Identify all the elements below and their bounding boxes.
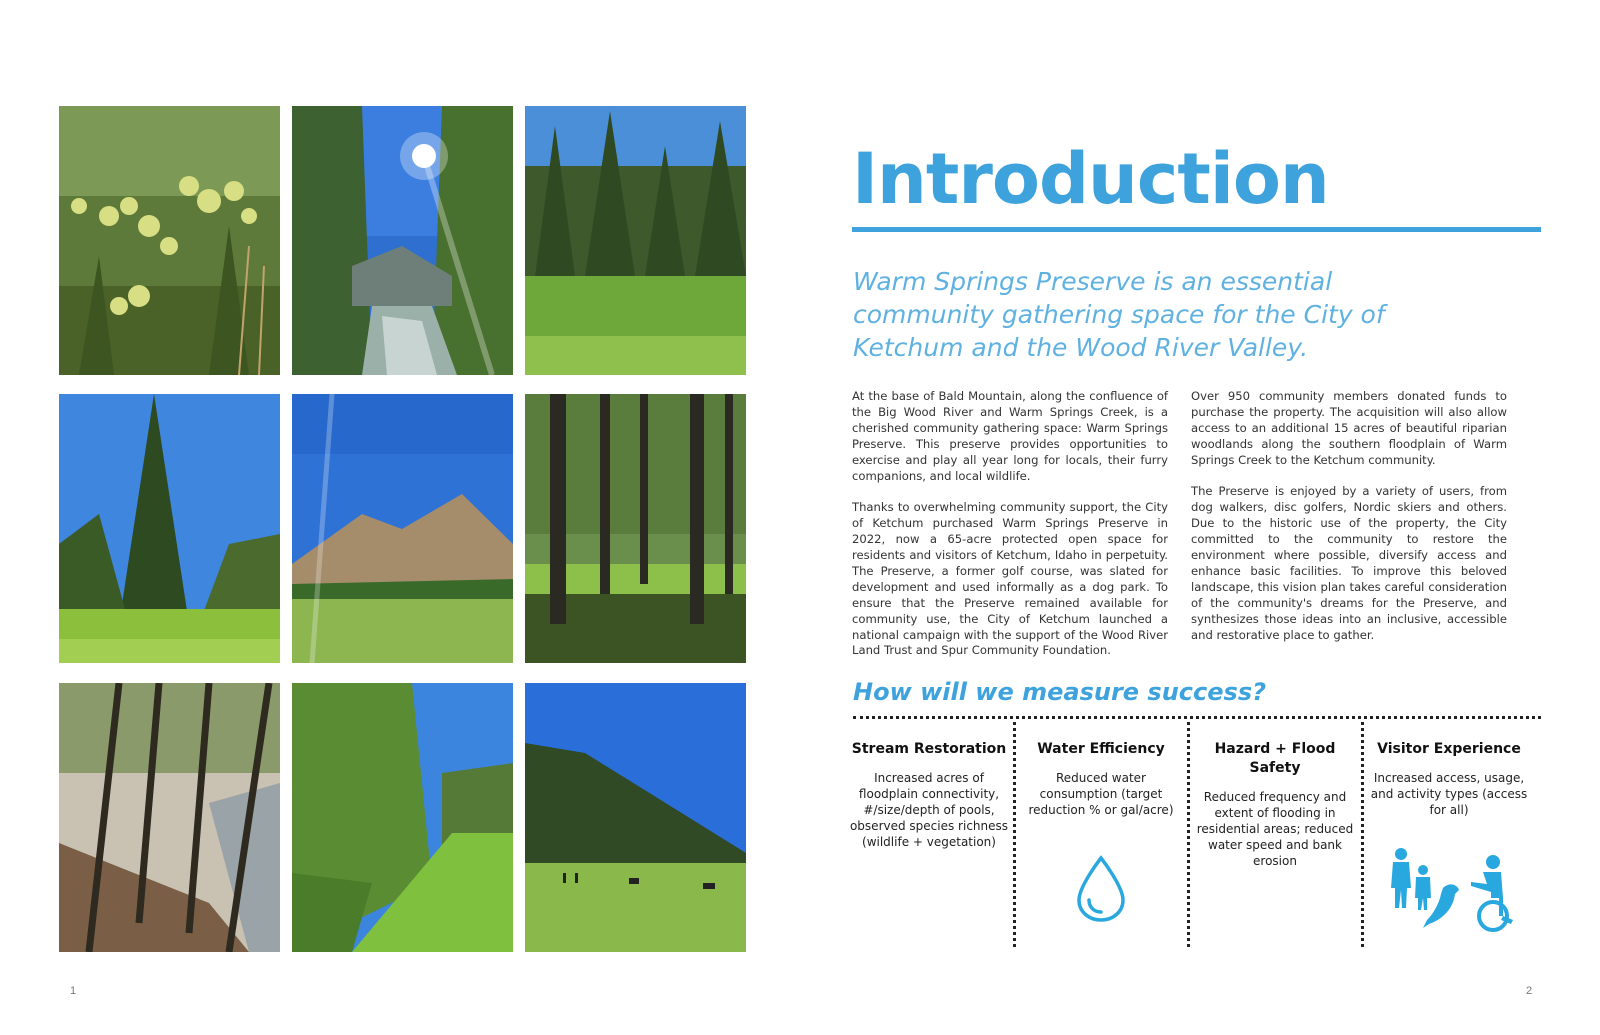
wildflowers-photo bbox=[59, 106, 280, 375]
photo-grid bbox=[59, 106, 746, 952]
metric-water-efficiency bbox=[1016, 740, 1186, 818]
metric-description: Reduced frequency and extent of flooding in residential areas; reduced water speed and bank erosion bbox=[1196, 790, 1354, 868]
metric-stream-restoration bbox=[844, 740, 1014, 850]
metric-title: Hazard + Flood Safety bbox=[1214, 741, 1336, 776]
body-paragraph: Over 950 community members donated funds to purchase the property. The acquisition will also allow access to an additional 15 acres of beautiful riparian woodlands along the southern floodplain of Warm Springs Creek to the Ketchum community. bbox=[1191, 389, 1507, 467]
creek-bank-trees-photo bbox=[59, 683, 280, 952]
metric-title: Stream Restoration bbox=[851, 741, 1007, 757]
water-drop-icon bbox=[1073, 854, 1129, 924]
page-number-left: 1 bbox=[70, 985, 77, 997]
mountain-meadow-photo bbox=[292, 394, 513, 663]
metric-visitor-experience bbox=[1364, 740, 1534, 818]
body-paragraph: Thanks to overwhelming community support, the City of Ketchum purchased Warm Springs Preserve in 2022, now a 65-acre protected open space for residents and visitors of Ketchum, Idaho in perpetuity. The Preserve, a former golf course, was slated for development and used informally as a dog park. To ensure that the Preserve remained available for community use, the City of Ketchum launched a national campaign with the support of the Wood River Land Trust and Spur Community Foundation. bbox=[852, 500, 1168, 658]
body-column-right bbox=[1191, 389, 1507, 659]
measure-heading: How will we measure success? bbox=[853, 678, 1267, 706]
metric-hazard-flood-safety bbox=[1190, 740, 1360, 869]
people-dog-wheelchair-icon bbox=[1387, 848, 1519, 932]
metric-description: Increased acres of floodplain connectivity, #/size/depth of pools, observed species richness (wildlife + vegetation) bbox=[849, 771, 1009, 849]
forest-trunks-photo bbox=[525, 394, 746, 663]
page-number-right: 2 bbox=[1526, 985, 1533, 997]
metric-title: Visitor Experience bbox=[1377, 741, 1521, 757]
hillside-dogs-photo bbox=[525, 683, 746, 952]
metric-title: Water Efficiency bbox=[1037, 741, 1165, 757]
body-paragraph: The Preserve is enjoyed by a variety of users, from dog walkers, disc golfers, Nordic skiers and others. Due to the historic use of the property, the City committed to the community to restore the environment where possible, diversify access and enhance basic facilities. To improve this beloved landscape, this vision plan takes careful consideration of the community's dreams for the Preserve, and synthesizes those ideas into an inclusive, accessible and restorative place to gather. bbox=[1191, 484, 1507, 642]
lead-statement: Warm Springs Preserve is an essential community gathering space for the City of Ketchum and the Wood River Valley. bbox=[853, 267, 1385, 362]
body-column-left bbox=[852, 389, 1168, 675]
sun-creek-photo bbox=[292, 106, 513, 375]
page-title: Introduction bbox=[852, 138, 1329, 220]
conifer-meadow-photo bbox=[525, 106, 746, 375]
aspen-lawn-photo bbox=[292, 683, 513, 952]
dotted-divider bbox=[853, 716, 1541, 719]
body-paragraph: At the base of Bald Mountain, along the confluence of the Big Wood River and Warm Springs Creek, is a cherished community gathering space: Warm Springs Preserve. This preserve provides opportunities to exercise and play all year long for locals, their furry companions, and local wildlife. bbox=[852, 389, 1168, 483]
title-underline bbox=[852, 227, 1541, 232]
metric-description: Increased access, usage, and activity types (access for all) bbox=[1370, 771, 1528, 817]
metric-description: Reduced water consumption (target reduction % or gal/acre) bbox=[1028, 771, 1174, 817]
tall-pine-lawn-photo bbox=[59, 394, 280, 663]
